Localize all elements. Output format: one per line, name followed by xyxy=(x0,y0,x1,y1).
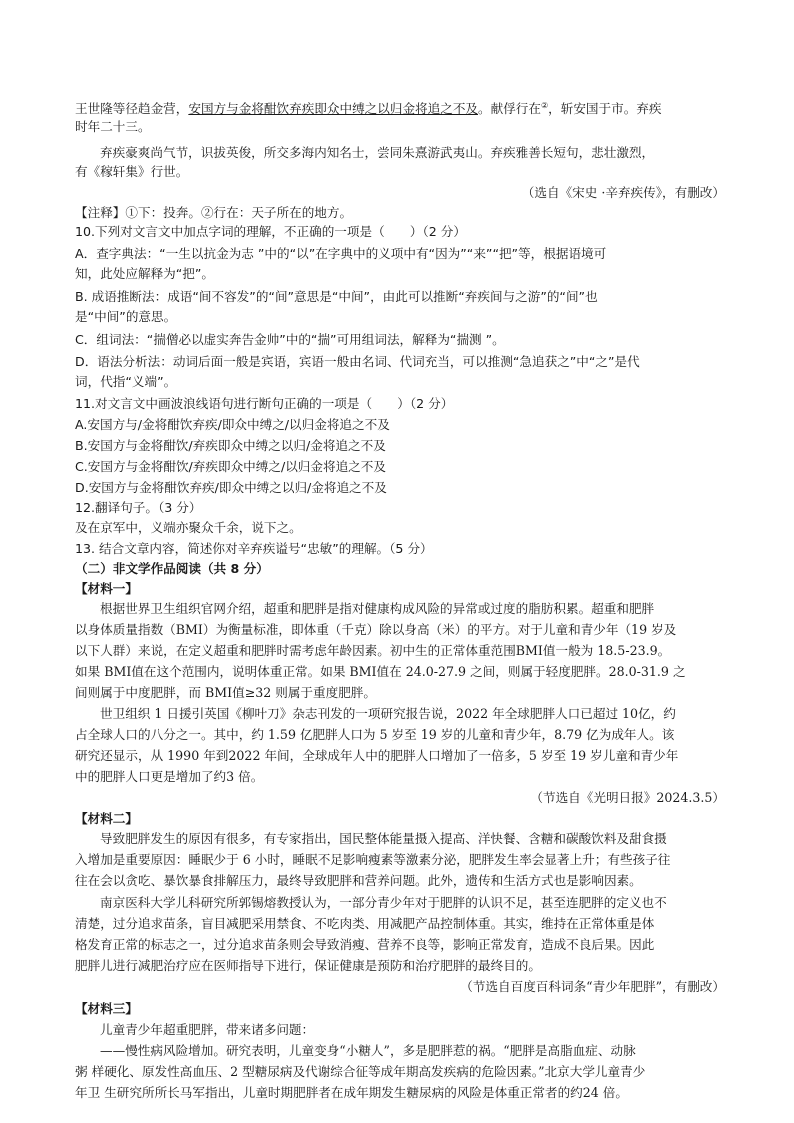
text-line: 导致肥胖发生的原因有很多，有专家指出，国民整体能量摄入提高、洋快餐、含糖和碳酸饮料及甜食摄 xyxy=(100,831,667,846)
option-a: A．查字典法：“一生以抗金为志 ”中的“以”在字典中的义项中有“因为”“来”“把”等，根据语境可 xyxy=(75,246,607,261)
text-line: 中的肥胖人口更是增加了约3 倍。 xyxy=(75,769,264,784)
text-span: ，斩安国于市。弃疾 xyxy=(548,101,662,117)
text-line: 格发育正常的标志之一，过分追求苗条则会导致消瘦、营养不良等，影响正常发育，造成不良后果。因此 xyxy=(75,937,655,952)
text-line: 儿童青少年超重肥胖，带来诸多问题： xyxy=(100,1022,315,1037)
text-line: 有《稼轩集》行世。 xyxy=(75,164,189,179)
source-citation: （节选自百度百科词条“青少年肥胖”，有删改） xyxy=(460,979,725,994)
text-line: 时年二十三。 xyxy=(75,119,151,134)
text-line: 研究还显示，从 1990 年到2022 年间，全球成年人中的肥胖人口增加了一倍多，5 岁至 19 岁儿童和青少年 xyxy=(75,748,679,763)
text-line: ——慢性病风险增加。研究表明，儿童变身“小糖人”，多是肥胖惹的祸。“肥胖是高脂血症、动脉 xyxy=(100,1043,636,1058)
text-line: 清楚，过分追求苗条，盲目减肥采用禁食、不吃肉类、用减肥产品控制体重。其实，维持在正常体重是体 xyxy=(75,916,655,931)
text-line: 往在会以贪吃、暴饮暴食排解压力，最终导致肥胖和营养问题。此外，遗传和生活方式也是影响因素。 xyxy=(75,873,642,888)
option-c: C．组词法：“揣僧必以虚实奔告金帅”中的“揣”可用组词法，解释为“揣测 ”。 xyxy=(75,332,505,347)
text-line: 世卫组织 1 日援引英国《柳叶刀》杂志刊发的一项研究报告说，2022 年全球肥胖人口已超过 10亿，约 xyxy=(100,706,676,721)
text-line: 间则属于中度肥胖，而 BMI值≥32 则属于重度肥胖。 xyxy=(75,685,376,700)
text-line: 是“中间”的意思。 xyxy=(75,309,177,324)
text-line: 及在京军中，义端亦聚众千余，说下之。 xyxy=(75,520,302,535)
option-b: B.安国方与金将酣饮/弃疾即众中缚之以归/金将追之不及 xyxy=(75,438,386,453)
text-span: 王世隆等径趋金营， xyxy=(75,101,189,117)
text-line: 根据世界卫生组织官网介绍，超重和肥胖是指对健康构成风险的异常或过度的脂肪积累。超重和肥胖 xyxy=(100,601,655,616)
material-heading: 【材料一】 xyxy=(75,581,138,596)
footnote-marker: ② xyxy=(540,101,549,110)
option-a: A.安国方与/金将酣饮弃疾/即众中缚之/以归金将追之不及 xyxy=(75,417,390,432)
text-line: 以下人群）来说，在定义超重和肥胖时需考虑年龄因素。初中生的正常体重范围BMI值一般为 18.5-23.9。 xyxy=(75,643,671,658)
text-line: 入增加是重要原因：睡眠少于 6 小时，睡眠不足影响瘦素等激素分泌，肥胖发生率会显著上升；有些孩子往 xyxy=(75,852,671,867)
source-citation: （节选自《光明日报》2024.3.5） xyxy=(530,790,725,805)
question-13: 13. 结合文章内容，简述你对辛弃疾谥号“忠敏”的理解。（5 分） xyxy=(75,541,433,556)
text-line: 肥胖儿进行减肥治疗应在医师指导下进行，保证健康是预防和治疗肥胖的最终目的。 xyxy=(75,958,541,973)
text-line: 年卫 生研究所所长马军指出，儿童时期肥胖者在成年期发生糖尿病的风险是体重正常者的约24 倍。 xyxy=(75,1085,628,1100)
question-11: 11.对文言文中画波浪线语句进行断句正确的一项是（ ）（2 分） xyxy=(75,396,454,411)
option-b: B. 成语推断法：成语“间不容发”的“间”意思是“中间”，由此可以推断“弃疾间与之游”的“间”也 xyxy=(75,289,598,304)
option-d: D．语法分析法：动词后面一般是宾语，宾语一般由名词、代词充当，可以推测“急追获之”中“之”是代 xyxy=(75,354,640,369)
material-heading: 【材料三】 xyxy=(75,1001,138,1016)
section-heading: （二）非文学作品阅读（共 8 分） xyxy=(75,561,269,576)
question-10: 10.下列对文言文中加点字词的理解，不正确的一项是（ ）（2 分） xyxy=(75,224,466,239)
text-line: 粥 样硬化、原发性高血压、2 型糖尿病及代谢综合征等成年期高发疾病的危险因素。”北京大学儿童青少 xyxy=(75,1064,646,1079)
option-c: C.安国方与金将酣饮/弃疾即众中缚之/以归金将追之不及 xyxy=(75,459,386,474)
annotation-note: 【注释】①下：投奔。②行在：天子所在的地方。 xyxy=(75,205,353,220)
text-line: 南京医科大学儿科研究所郭锡熔教授认为，一部分青少年对于肥胖的认识不足，甚至连肥胖的定义也不 xyxy=(100,895,667,910)
text-line: 知，此处应解释为“把”。 xyxy=(75,266,214,281)
text-line: 如果 BMI值在这个范围内，说明体重正常。如果 BMI值在 24.0-27.9 之间，则属于轻度肥胖。28.0-31.9 之 xyxy=(75,664,686,679)
source-citation: （选自《宋史 ·辛弃疾传》，有删改） xyxy=(521,185,725,200)
text-line: 词，代指“义端”。 xyxy=(75,374,177,389)
wavy-underlined-sentence: 安国方与金将酣饮弃疾即众中缚之以归金将追之不及 xyxy=(188,101,478,117)
material-heading: 【材料二】 xyxy=(75,811,138,826)
text-line xyxy=(75,96,725,119)
text-line: 以身体质量指数（BMI）为衡量标准，即体重（千克）除以身高（米）的平方。对于儿童和青少年（19 岁及 xyxy=(75,622,677,637)
text-span: 。献俘行在 xyxy=(478,101,541,117)
question-12: 12.翻译句子。（3 分） xyxy=(75,500,202,515)
option-d: D.安国方与金将酣饮弃疾/即众中缚之以归/金将追之不及 xyxy=(75,480,387,495)
text-line: 占全球人口的八分之一。其中，约 1.59 亿肥胖人口为 5 岁至 19 岁的儿童和青少年，8.79 亿为成年人。该 xyxy=(75,727,675,742)
text-line: 弃疾豪爽尚气节，识拔英俊，所交多海内知名士，尝同朱熹游武夷山。弃疾雅善长短句，悲壮激烈， xyxy=(100,145,655,160)
